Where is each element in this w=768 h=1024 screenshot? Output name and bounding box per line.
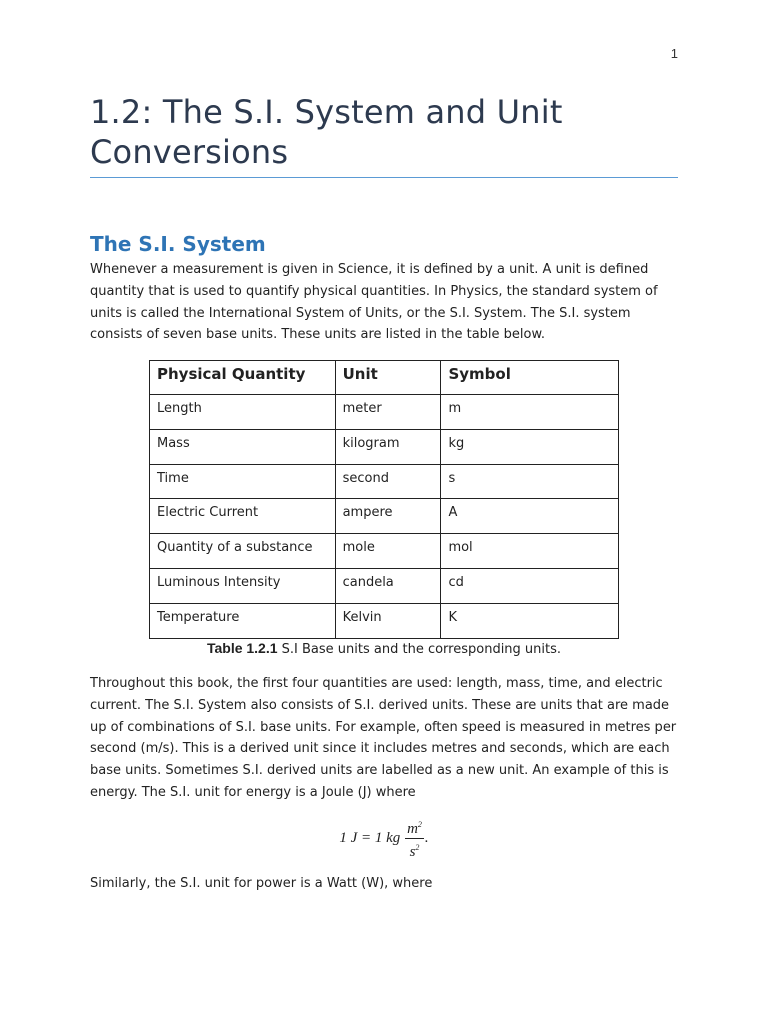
caption-label: Table 1.2.1 xyxy=(206,640,278,656)
cell-quantity: Electric Current xyxy=(150,499,336,534)
table-header-row xyxy=(150,361,619,395)
header-unit: Unit xyxy=(335,361,441,395)
cell-symbol: kg xyxy=(441,429,619,464)
denominator-exponent: 2 xyxy=(415,843,420,852)
caption-text: S.I Base units and the corresponding units. xyxy=(277,642,562,657)
cell-unit: meter xyxy=(335,395,441,430)
cell-symbol: cd xyxy=(441,568,619,603)
cell-quantity: Mass xyxy=(150,429,336,464)
cell-unit: mole xyxy=(335,534,441,569)
table-caption xyxy=(90,640,678,657)
title-divider xyxy=(90,177,678,178)
cell-unit: kilogram xyxy=(335,429,441,464)
table-row xyxy=(150,429,619,464)
table-row xyxy=(150,534,619,569)
cell-quantity: Temperature xyxy=(150,603,336,638)
cell-symbol: s xyxy=(441,464,619,499)
cell-symbol: K xyxy=(441,603,619,638)
table-row xyxy=(150,603,619,638)
equation-fraction xyxy=(405,816,424,861)
equation-denominator xyxy=(405,839,424,861)
cell-quantity: Length xyxy=(150,395,336,430)
table-row xyxy=(150,395,619,430)
cell-symbol: A xyxy=(441,499,619,534)
numerator-base: m xyxy=(407,821,418,837)
si-base-units-table xyxy=(149,360,619,639)
page-number: 1 xyxy=(670,46,678,61)
header-symbol: Symbol xyxy=(441,361,619,395)
cell-unit: ampere xyxy=(335,499,441,534)
header-physical-quantity: Physical Quantity xyxy=(150,361,336,395)
cell-unit: second xyxy=(335,464,441,499)
table-row xyxy=(150,464,619,499)
document-title: 1.2: The S.I. System and Unit Conversions xyxy=(90,93,563,171)
cell-unit: candela xyxy=(335,568,441,603)
cell-quantity: Time xyxy=(150,464,336,499)
intro-paragraph: Whenever a measurement is given in Science, it is defined by a unit. A unit is defined quantity that is used to quantify physical quantities. In Physics, the standard system of units is called the International System of Units, or the S.I. System. The S.I. system consists of seven base units. These units are listed in the table below. xyxy=(90,262,658,343)
equation-period: . xyxy=(424,829,429,846)
equation-numerator xyxy=(405,816,424,839)
joule-equation xyxy=(90,816,678,861)
power-paragraph: Similarly, the S.I. unit for power is a Watt (W), where xyxy=(90,876,433,891)
derived-units-paragraph: Throughout this book, the first four quantities are used: length, mass, time, and electric current. The S.I. System also consists of S.I. derived units. These are units that are made up of combinations of S.I. base units. For example, often speed is measured in metres per second (m/s). This is a derived unit since it includes metres and seconds, which are each base units. Sometimes S.I. derived units are labelled as a new unit. An example of this is energy. The S.I. unit for energy is a Joule (J) where xyxy=(90,676,677,800)
section-heading: The S.I. System xyxy=(90,232,266,256)
cell-unit: Kelvin xyxy=(335,603,441,638)
cell-quantity: Luminous Intensity xyxy=(150,568,336,603)
denominator-base: s xyxy=(409,844,416,860)
equation-equals: = xyxy=(361,829,372,846)
cell-quantity: Quantity of a substance xyxy=(150,534,336,569)
equation-lhs: 1 J xyxy=(339,829,358,846)
equation-coefficient: 1 kg xyxy=(374,829,401,846)
numerator-exponent: 2 xyxy=(417,820,422,829)
cell-symbol: m xyxy=(441,395,619,430)
table-row xyxy=(150,499,619,534)
table-row xyxy=(150,568,619,603)
cell-symbol: mol xyxy=(441,534,619,569)
